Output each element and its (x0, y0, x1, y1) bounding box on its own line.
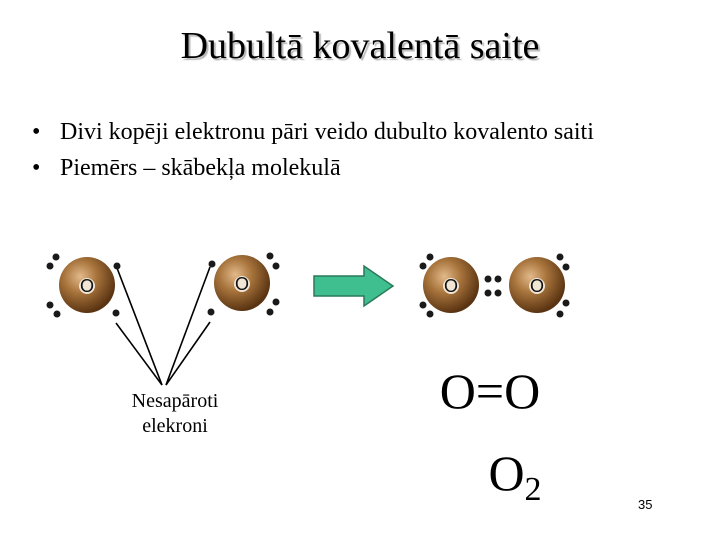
atom-symbol: O (79, 276, 95, 296)
pointer-line (116, 323, 162, 385)
pointer-line (117, 268, 162, 385)
slide-title: Dubultā kovalentā saite (180, 25, 540, 67)
electron (557, 254, 564, 261)
electron (113, 310, 120, 317)
unpaired-label-line: Nesapāroti (131, 390, 219, 412)
unpaired-label-line: elekroni (142, 415, 208, 437)
electron (427, 254, 434, 261)
shared-electron (485, 290, 492, 297)
electron (114, 263, 121, 270)
electron (420, 263, 427, 270)
formula-subscript: 2 (524, 471, 542, 508)
electron (209, 261, 216, 268)
bullet-marker: • (32, 155, 41, 181)
electron (208, 309, 215, 316)
structural-formula: O=O (439, 363, 541, 419)
bullet-marker: • (32, 119, 41, 145)
electron (557, 311, 564, 318)
shared-electron (495, 276, 502, 283)
bullet-text: Piemērs – skābekļa molekulā (60, 155, 341, 181)
electron (267, 253, 274, 260)
electron (427, 311, 434, 318)
pointer-line (166, 322, 210, 385)
electron (47, 302, 54, 309)
electron (54, 311, 61, 318)
page-number: 35 (638, 497, 653, 512)
electron (273, 299, 280, 306)
shared-electron (495, 290, 502, 297)
oxygen-molecule (420, 254, 570, 318)
atom-symbol: O (443, 276, 459, 296)
oxygen-atom-left (47, 254, 121, 318)
pointer-lines (116, 267, 210, 385)
pointer-line (166, 267, 210, 385)
atom-symbol: O (234, 274, 250, 294)
formula-base: O (488, 445, 525, 501)
atom-symbol: O (529, 276, 545, 296)
electron (273, 263, 280, 270)
unpaired-electrons-label (100, 389, 250, 439)
oxygen-atom-right (208, 253, 280, 316)
electron (420, 302, 427, 309)
reaction-arrow-icon (314, 266, 393, 306)
shared-electron (485, 276, 492, 283)
electron (563, 300, 570, 307)
electron (53, 254, 60, 261)
electron (47, 263, 54, 270)
molecular-formula (455, 444, 575, 509)
electron (267, 309, 274, 316)
electron (563, 264, 570, 271)
bullet-text: Divi kopēji elektronu pāri veido dubulto kovalento saiti (60, 119, 594, 145)
